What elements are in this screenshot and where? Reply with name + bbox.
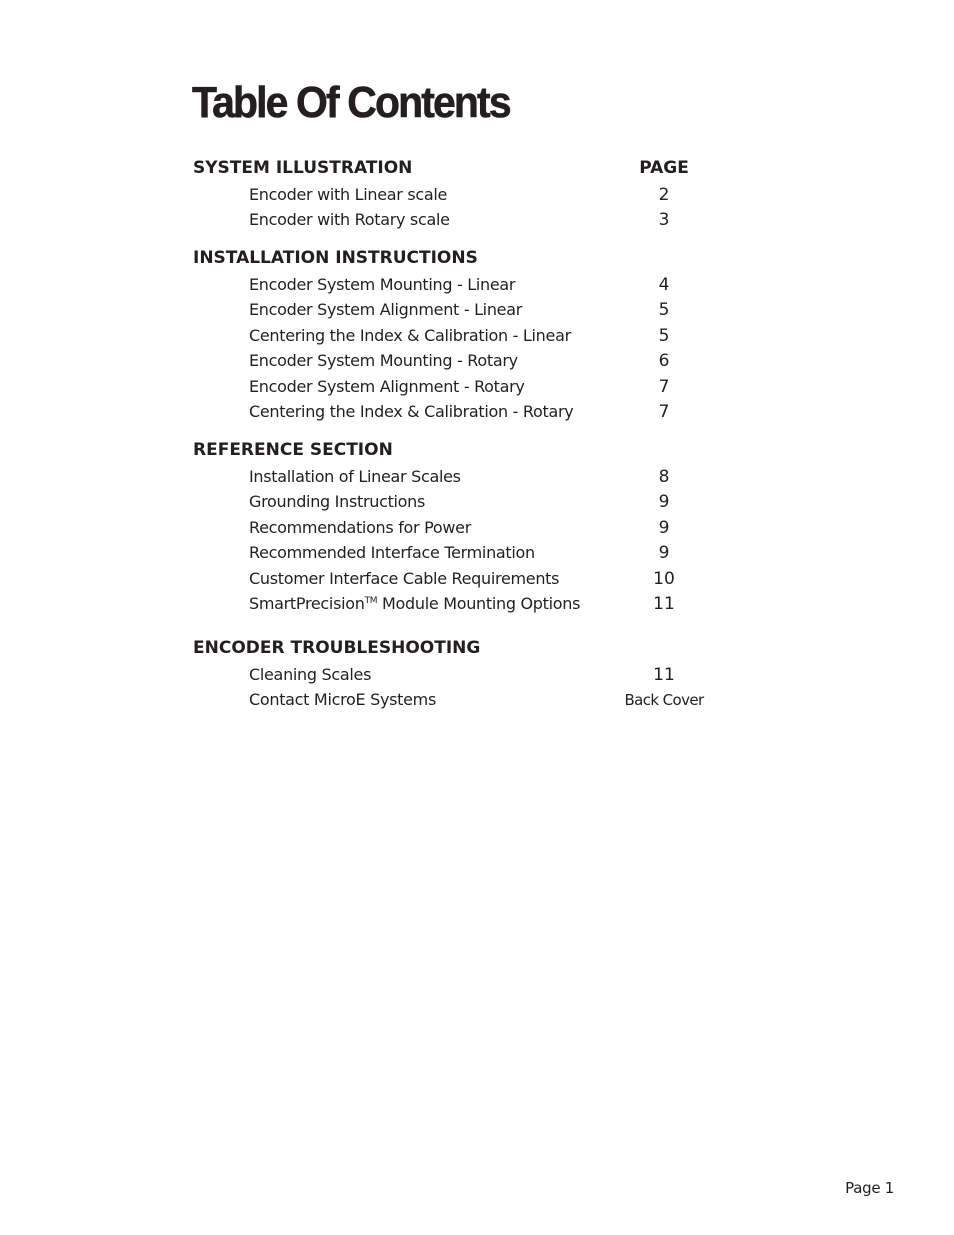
toc-entry-label: Encoder System Alignment - Rotary <box>249 377 525 396</box>
section-heading-reference-section: REFERENCE SECTION <box>193 440 393 460</box>
toc-entry-page: 3 <box>658 210 670 230</box>
toc-entry-label: Cleaning Scales <box>249 665 372 684</box>
toc-entry-label: Grounding Instructions <box>249 492 426 511</box>
section-heading-encoder-troubleshooting: ENCODER TROUBLESHOOTING <box>193 638 481 658</box>
toc-entry-page: 8 <box>658 467 670 487</box>
toc-entry-page: 11 <box>653 665 675 685</box>
trademark-mark: TM <box>364 596 378 606</box>
toc-entry-label: Installation of Linear Scales <box>249 467 461 486</box>
toc-entry-label: Recommendations for Power <box>249 518 471 537</box>
toc-entry-label-smartprecision <box>249 593 580 615</box>
toc-entry-page: 7 <box>658 377 670 397</box>
toc-entry-label: Contact MicroE Systems <box>249 690 436 709</box>
toc-entry-label: Encoder System Mounting - Linear <box>249 275 516 294</box>
page-number: Page 1 <box>845 1179 894 1197</box>
toc-entry-page: 9 <box>658 543 670 563</box>
page-title: Table Of Contents <box>192 78 510 127</box>
section-heading-system-illustration: SYSTEM ILLUSTRATION <box>193 158 413 178</box>
toc-entry-label: Recommended Interface Termination <box>249 543 535 562</box>
toc-entry-page: 10 <box>653 569 675 589</box>
section-heading-installation-instructions: INSTALLATION INSTRUCTIONS <box>193 248 478 268</box>
toc-entry-page: Back Cover <box>624 691 704 709</box>
toc-entry-label: Centering the Index & Calibration - Linear <box>249 326 571 345</box>
toc-entry-page: 7 <box>658 402 670 422</box>
toc-entry-label: Encoder with Linear scale <box>249 185 448 204</box>
toc-entry-page: 11 <box>653 594 675 614</box>
toc-entry-label: Encoder System Alignment - Linear <box>249 300 522 319</box>
smartprecision-name: SmartPrecision <box>249 594 365 613</box>
toc-entry-page: 6 <box>658 351 670 371</box>
toc-entry-page: 4 <box>658 275 670 295</box>
toc-entry-label: Encoder System Mounting - Rotary <box>249 351 518 370</box>
toc-entry-page: 5 <box>658 300 670 320</box>
toc-entry-label: Customer Interface Cable Requirements <box>249 569 560 588</box>
toc-entry-page: 5 <box>658 326 670 346</box>
toc-entry-page: 2 <box>658 185 670 205</box>
page-column-header: PAGE <box>639 158 689 178</box>
smartprecision-suffix: Module Mounting Options <box>377 594 581 613</box>
toc-entry-label: Centering the Index & Calibration - Rotary <box>249 402 574 421</box>
toc-entry-page: 9 <box>658 492 670 512</box>
toc-entry-page: 9 <box>658 518 670 538</box>
toc-entry-label: Encoder with Rotary scale <box>249 210 450 229</box>
